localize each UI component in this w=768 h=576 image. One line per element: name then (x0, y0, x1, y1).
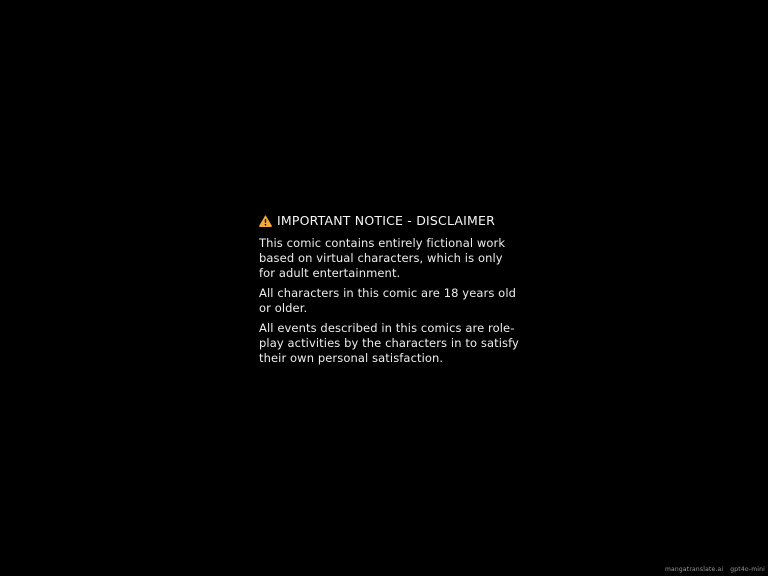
paragraph-line: based on virtual characters, which is only (259, 251, 503, 265)
disclaimer-block (259, 213, 519, 371)
paragraph-line: All events described in this comics are role- (259, 321, 515, 335)
paragraph-line: play activities by the characters in to satisfy (259, 336, 519, 350)
watermark-site-label: mangatranslate.ai (665, 566, 724, 573)
paragraph-line: for adult entertainment. (259, 266, 401, 280)
paragraph-line: or older. (259, 301, 308, 315)
watermark-model-label: gpt4o-mini (730, 566, 765, 573)
disclaimer-paragraph (259, 236, 515, 281)
disclaimer-paragraph (259, 286, 515, 316)
disclaimer-heading: IMPORTANT NOTICE - DISCLAIMER (277, 213, 496, 228)
disclaimer-heading-row (259, 214, 515, 228)
paragraph-line: their own personal satisfaction. (259, 351, 444, 365)
disclaimer-paragraph (259, 321, 519, 366)
paragraph-line: All characters in this comic are 18 years old (259, 286, 517, 300)
watermark (665, 566, 765, 573)
paragraph-line: This comic contains entirely fictional work (259, 236, 506, 250)
warning-triangle-icon (259, 215, 272, 227)
